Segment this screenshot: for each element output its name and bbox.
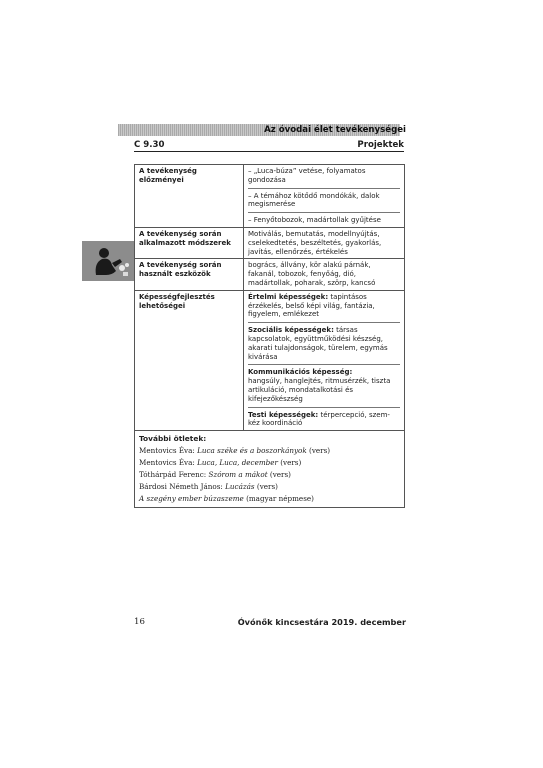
publication-title: Óvónők kincsestára 2019. december — [237, 617, 406, 627]
table-row — [135, 431, 405, 508]
table-row — [135, 259, 405, 290]
idea-title: Szórom a mákot — [208, 470, 268, 480]
row-value — [244, 290, 405, 430]
idea-note: (vers) — [277, 458, 302, 468]
ability-text: térpercepció, szem-kéz koordináció — [248, 410, 390, 428]
idea-author: Mentovics Éva: — [139, 446, 198, 456]
further-ideas-title: További ötletek: — [139, 434, 207, 444]
code-line — [134, 139, 404, 152]
idea-item — [139, 493, 400, 505]
idea-item — [139, 445, 400, 457]
ability-text: társas kapcsolatok, együttműködési készség, akarati tulajdonságok, türelem, egymás kivárása — [248, 326, 388, 361]
idea-author: Bárdosi Németh János: — [139, 482, 226, 492]
row-label: A tevékenység során használt eszközök — [135, 259, 244, 290]
activity-table — [134, 164, 405, 508]
table-row — [135, 165, 405, 228]
ability-text: tapintásos érzékelés, belső képi világ, fantázia, figyelem, emlékezet — [248, 292, 375, 319]
idea-title: Luca, Luca, december — [197, 458, 278, 468]
section-title: Az óvodai élet tevékenységei — [264, 125, 406, 135]
idea-title: Luca széke és a boszorkányok — [197, 446, 307, 456]
idea-item — [139, 469, 400, 481]
ability-text: hangsúly, hanglejtés, ritmusérzék, tiszta artikuláció, mondatalkotási és kifejezőkészség — [248, 377, 391, 403]
idea-note: (vers) — [267, 470, 291, 480]
list-item: – „Luca-búza” vetése, folyamatos gondozása — [248, 167, 400, 189]
ability-name: Kommunikációs képesség: — [248, 368, 353, 377]
ability-item — [248, 368, 400, 407]
idea-title: A szegény ember búzaszeme — [139, 494, 244, 504]
idea-title: Lucázás — [225, 482, 255, 492]
row-label: A tevékenység előzményei — [135, 165, 244, 228]
further-ideas — [135, 431, 405, 508]
table-row — [135, 227, 405, 258]
page-number: 16 — [134, 617, 145, 627]
child-playing-icon — [82, 241, 135, 281]
ability-item — [248, 293, 400, 323]
row-value — [244, 165, 405, 228]
list-item: – A témához kötődő mondókák, dalok megismerése — [248, 192, 400, 214]
ability-item — [248, 326, 400, 365]
activity-code: C 9.30 — [134, 140, 165, 150]
ability-name: Szociális képességek: — [248, 326, 334, 335]
idea-item — [139, 457, 400, 469]
idea-author: Mentovics Éva: — [139, 458, 198, 468]
row-label: Képességfejlesztés lehetőségei — [135, 290, 244, 430]
idea-note: (vers) — [306, 446, 331, 456]
idea-note: (magyar népmese) — [243, 494, 314, 504]
list-item: – Fenyőtobozok, madártollak gyűjtése — [248, 216, 381, 225]
idea-author: Tóthárpád Ferenc: — [139, 470, 209, 480]
row-value: bogrács, állvány, kör alakú párnák, fakanál, tobozok, fenyőág, dió, madártollak, poharak, szörp, kancsó — [244, 259, 405, 290]
ability-name: Testi képességek: — [248, 410, 319, 419]
side-tab — [82, 241, 135, 281]
ability-name: Értelmi képességek: — [248, 292, 329, 301]
row-label: A tevékenység során alkalmazott módszerek — [135, 227, 244, 258]
table-row — [135, 290, 405, 430]
category-label: Projektek — [357, 140, 404, 150]
idea-item — [139, 481, 400, 493]
idea-note: (vers) — [254, 482, 278, 492]
row-value: Motiválás, bemutatás, modellnyújtás, cselekedtetés, beszéltetés, gyakorlás, javítás, ellenőrzés, értékelés — [244, 227, 405, 258]
ability-item — [248, 411, 400, 429]
